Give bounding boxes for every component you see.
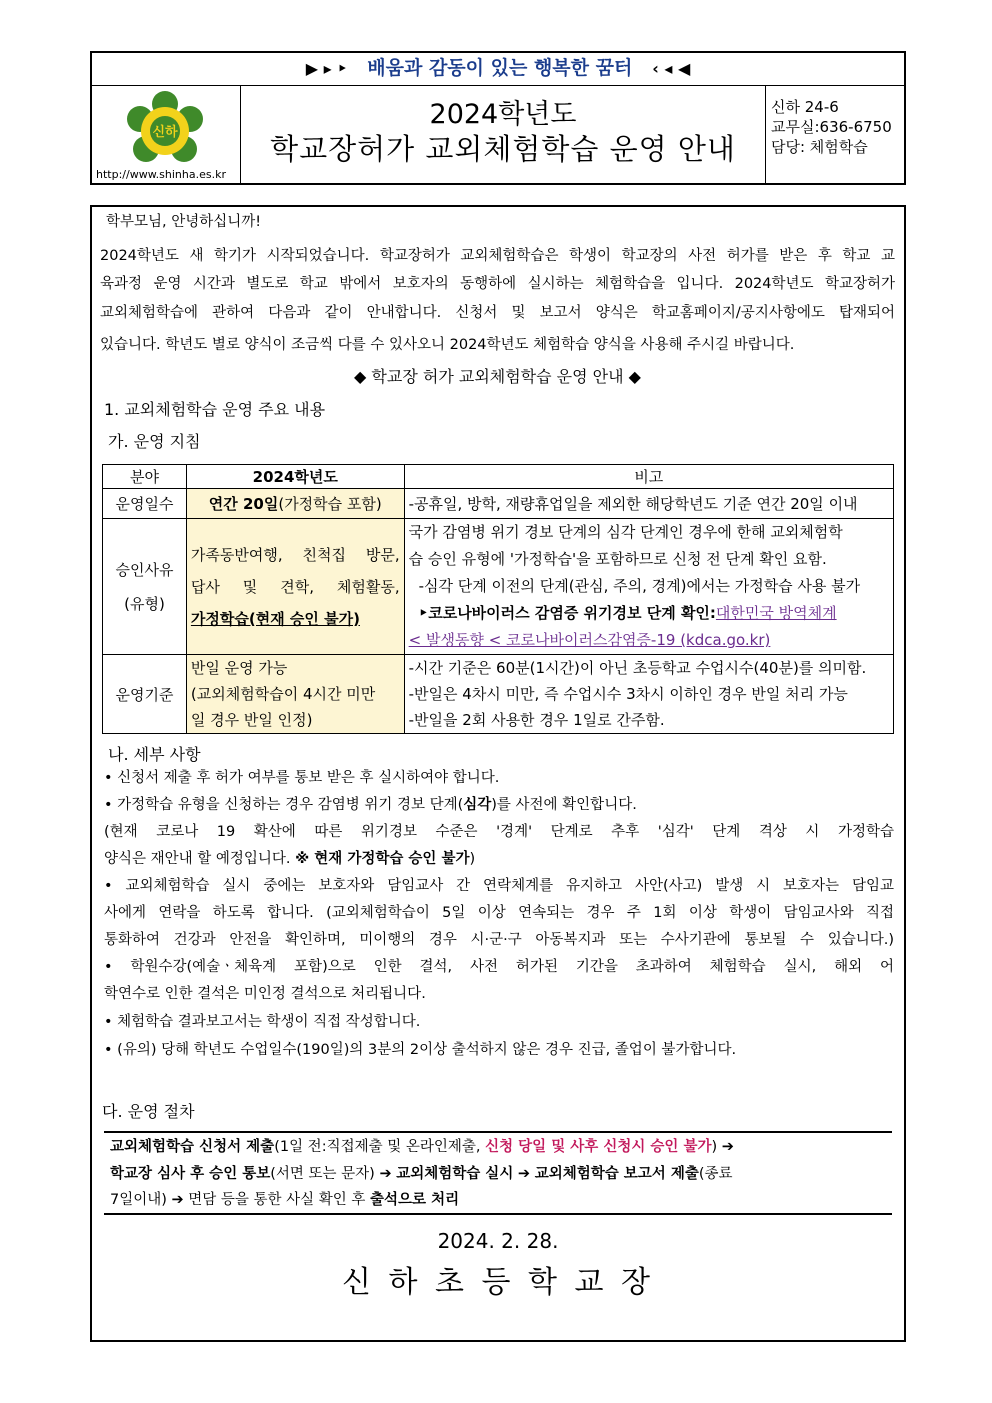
detail-line	[104, 791, 637, 819]
field-cell: 운영일수	[103, 489, 187, 519]
year-title: 2024학년도	[429, 99, 577, 130]
school-url[interactable]: http://www.shinha.es.kr	[96, 168, 227, 181]
person-in-charge: 담당: 체험학습	[771, 138, 868, 156]
header-box	[90, 51, 906, 185]
note-line: 습 승인 유형에 '가정학습'을 포함하므로 신청 전 단계 확인 요함.	[408, 550, 827, 568]
value-rest: (가정학습 포함)	[278, 495, 382, 513]
note-line	[409, 600, 889, 627]
table-header-row	[103, 465, 894, 489]
title-cell	[241, 85, 766, 183]
section-1b-heading: 나. 세부 사항	[108, 745, 201, 764]
value-line: 가족동반여행, 친척집 방문,	[190, 545, 400, 564]
kdca-link-cont[interactable]: < 발생동향 < 코로나바이러스감염증-19 (kdca.go.kr)	[408, 631, 771, 649]
detail-line: 통화하여 건강과 안전을 확인하며, 미이행의 경우 시·군·구 아동복지과 또는 수사기관에 통보될 수 있습니다.)	[104, 932, 894, 948]
field-line: (유형)	[124, 594, 165, 613]
greeting: 학부모님, 안녕하십니까!	[106, 214, 262, 230]
procedure-text: (1일 전:직접제출 및 온라인제출,	[274, 1139, 486, 1155]
intro-line-1: 2024학년도 새 학기가 시작되었습니다. 학교장허가 교외체험학습은 학생이 학교장의 사전 허가를 받은 후 학교 교	[100, 248, 895, 264]
page-title: 학교장허가 교외체험학습 운영 안내	[270, 132, 736, 166]
slogan-text: 배움과 감동이 있는 행복한 꿈터	[367, 57, 633, 79]
table-row	[103, 519, 894, 655]
procedure-line	[110, 1134, 890, 1161]
procedure-line	[110, 1187, 890, 1214]
value-cell	[186, 519, 404, 655]
detail-line: • 체험학습 결과보고서는 학생이 직접 작성합니다.	[104, 1014, 421, 1030]
procedure-step: 교외체험학습 실시	[396, 1166, 514, 1182]
info-cell	[766, 85, 906, 183]
section-1c-heading: 다. 운영 절차	[102, 1102, 195, 1121]
detail-line: 학연수로 인한 결석은 미인정 결석으로 처리됩니다.	[104, 986, 426, 1002]
note-line: 국가 감염병 위기 경보 단계의 심각 단계인 경우에 한해 교외체험학	[408, 523, 843, 541]
value-line: 답사 및 견학, 체험활동,	[190, 577, 400, 596]
value-line: 일 경우 반일 인정)	[190, 711, 313, 729]
procedure-step: 출석으로 처리	[370, 1192, 460, 1208]
value-cell	[186, 655, 404, 734]
note-cell	[404, 519, 893, 655]
guideline-table	[102, 464, 894, 734]
detail-text: • 가정학습 유형을 신청하는 경우 감염병 위기 경보 단계(	[104, 797, 464, 813]
value-bold: 연간 20일	[208, 495, 279, 513]
note-line: -시간 기준은 60분(1시간)이 아닌 초등학교 수업시수(40분)를 의미함.	[408, 659, 867, 677]
note-cell: -공휴일, 방학, 재량휴업일을 제외한 해당학년도 기준 연간 20일 이내	[404, 489, 893, 519]
detail-line: 사에게 연락을 하도록 합니다. (교외체험학습이 5일 이상 연속되는 경우 주 1회 이상 학생이 담임교사와 직접	[104, 905, 894, 921]
slogan-row	[92, 53, 904, 86]
detail-line: • 학원수강(예술ㆍ체육계 포함)으로 인한 결석, 사전 허가된 기간을 초과하여 체험학습 실시, 해외 어	[104, 959, 894, 975]
detail-bold: 심각	[463, 797, 492, 813]
note-bold: ‣코로나바이러스 감염증 위기경보 단계 확인:	[418, 604, 716, 622]
value-cell	[186, 489, 404, 519]
procedure-warning: 신청 당일 및 사후 신청시 승인 불가	[485, 1139, 712, 1155]
logo-text: 신하	[152, 125, 178, 140]
procedure-step: 교외체험학습 보고서 제출	[534, 1166, 699, 1182]
table-header: 2024학년도	[186, 465, 404, 489]
procedure-step: 교외체험학습 신청서 제출	[110, 1139, 275, 1155]
procedure-text: ➔	[513, 1166, 535, 1182]
detail-text: )	[469, 851, 476, 867]
detail-line: • 신청서 제출 후 허가 여부를 통보 받은 후 실시하여야 합니다.	[104, 770, 500, 786]
detail-line: • (유의) 당해 학년도 수업일수(190일)의 3분의 2이상 출석하지 않은 경우 진급, 졸업이 불가합니다.	[104, 1042, 737, 1058]
procedure-text: (종료	[698, 1166, 733, 1182]
table-header: 분야	[103, 465, 187, 489]
detail-text: 양식은 재안내 할 예정입니다.	[104, 851, 296, 867]
section-1-heading: 1. 교외체험학습 운영 주요 내용	[104, 400, 326, 419]
kdca-link[interactable]: 대한민국 방역체계	[715, 604, 837, 622]
detail-line: (현재 코로나 19 확산에 따른 위기경보 수준은 '경계' 단계로 추후 '심각' 단계 격상 시 가정학습	[104, 824, 894, 840]
logo-cell	[92, 85, 241, 183]
table-header: 비고	[404, 465, 893, 489]
table-row	[103, 489, 894, 519]
note-line: -심각 단계 이전의 단계(관심, 주의, 경계)에서는 가정학습 사용 불가	[418, 577, 861, 595]
section-title: ◆ 학교장 허가 교외체험학습 운영 안내 ◆	[354, 367, 641, 386]
office-phone: 교무실:636-6750	[771, 118, 892, 136]
intro-line-3: 교외체험학습에 관하여 다음과 같이 안내합니다. 신청서 및 보고서 양식은 학교홈페이지/공지사항에도 탑재되어	[100, 305, 895, 321]
detail-bold: ※ 현재 가정학습 승인 불가	[295, 851, 470, 867]
field-cell: 운영기준	[103, 655, 187, 734]
intro-line-4: 있습니다. 학년도 별로 양식이 조금씩 다를 수 있사오니 2024학년도 체험학습 양식을 사용해 주시길 바랍니다.	[100, 337, 795, 353]
detail-line	[104, 845, 475, 873]
table-row	[103, 655, 894, 734]
section-1a-heading: 가. 운영 지침	[108, 432, 201, 451]
procedure-step: 학교장 심사 후 승인 통보	[110, 1166, 271, 1182]
detail-line: • 교외체험학습 실시 중에는 보호자와 담임교사 간 연락체계를 유지하고 사안(사고) 발생 시 보호자는 담임교	[104, 878, 894, 894]
field-cell	[103, 519, 187, 655]
doc-number: 신하 24-6	[771, 98, 839, 116]
procedure-text: (서면 또는 문자) ➔	[270, 1166, 397, 1182]
detail-text: )를 사전에 확인합니다.	[491, 797, 637, 813]
value-line: (교외체험학습이 4시간 미만	[190, 685, 376, 703]
procedure-text: 7일이내) ➔ 면담 등을 통한 사실 확인 후	[110, 1192, 371, 1208]
procedure-line	[110, 1161, 890, 1188]
procedure-text: ) ➔	[711, 1139, 734, 1155]
value-line: 반일 운영 가능	[190, 659, 288, 677]
note-line: -반일은 4차시 미만, 즉 수업시수 3차시 이하인 경우 반일 처리 가능	[408, 685, 848, 703]
intro-line-2: 육과정 운영 시간과 별도로 학교 밖에서 보호자의 동행하에 실시하는 체험학습을 입니다. 2024학년도 학교장허가	[100, 276, 895, 292]
value-line: 가정학습(현재 승인 불가)	[190, 609, 360, 628]
note-cell	[404, 655, 893, 734]
school-logo	[122, 89, 208, 175]
issue-date: 2024. 2. 28.	[437, 1229, 559, 1253]
signature: 신 하 초 등 학 교 장	[341, 1265, 655, 1300]
note-line: -반일을 2회 사용한 경우 1일로 간주함.	[408, 711, 665, 729]
field-line: 승인사유	[115, 560, 174, 579]
slogan-left-arrows: ▶ ▸ ‣	[305, 59, 348, 78]
slogan-right-arrows: ‹ ◂ ◀	[652, 59, 691, 78]
